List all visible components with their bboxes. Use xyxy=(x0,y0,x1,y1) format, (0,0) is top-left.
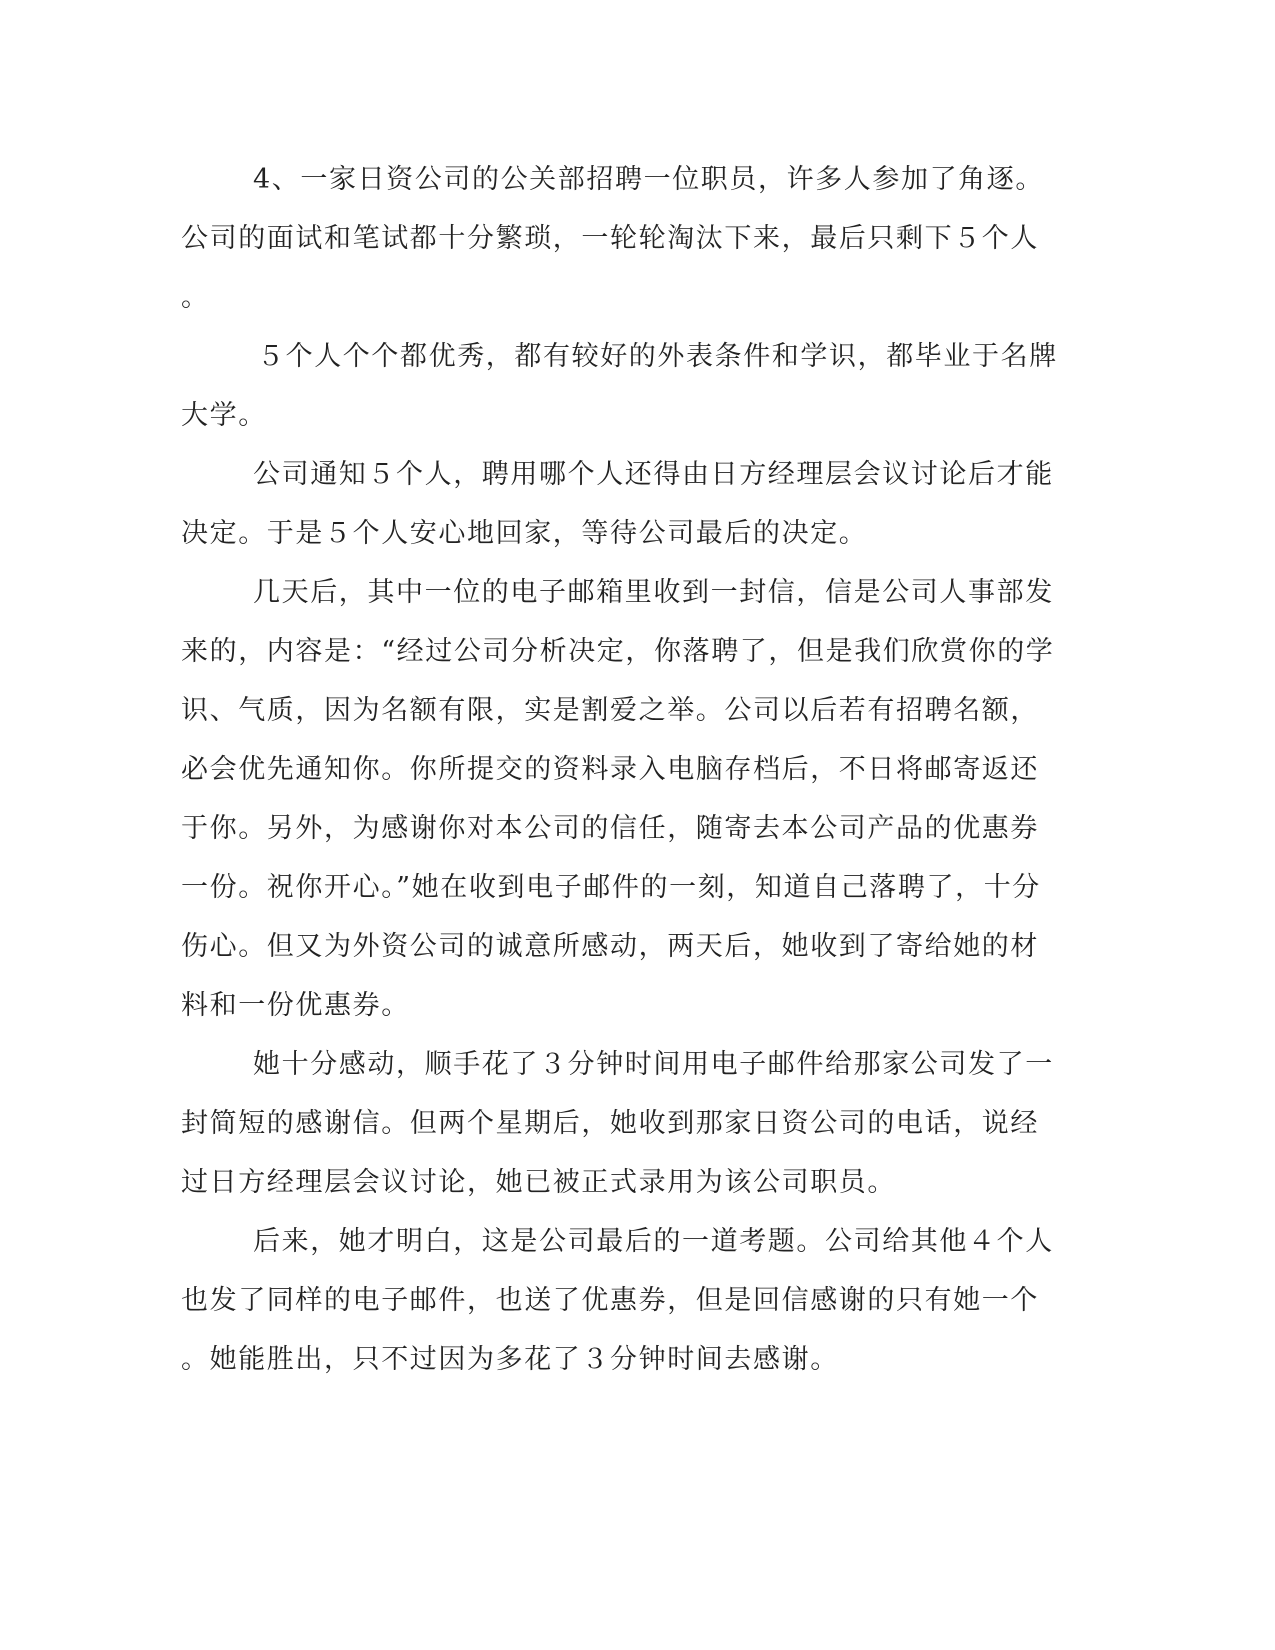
paragraph-line: 大学。 xyxy=(181,400,267,431)
paragraph-line: 料和一份优惠券。 xyxy=(181,990,410,1021)
paragraph-line: 公司的面试和笔试都十分繁琐，一轮轮淘汰下来，最后只剩下５个人 xyxy=(181,223,1039,254)
paragraph-line: 一份。祝你开心。”她在收到电子邮件的一刻，知道自己落聘了，十分 xyxy=(181,872,1041,903)
paragraph-line: 后来，她才明白，这是公司最后的一道考题。公司给其他４个人 xyxy=(253,1226,1054,1257)
paragraph-line: 伤心。但又为外资公司的诚意所感动，两天后，她收到了寄给她的材 xyxy=(181,931,1039,962)
paragraph-line: ５个人个个都优秀，都有较好的外表条件和学识，都毕业于名牌 xyxy=(257,341,1058,372)
paragraph-line: 。 xyxy=(181,282,210,313)
paragraph-line: 也发了同样的电子邮件，也送了优惠券，但是回信感谢的只有她一个 xyxy=(181,1285,1039,1316)
paragraph-line: 封简短的感谢信。但两个星期后，她收到那家日资公司的电话，说经 xyxy=(181,1108,1039,1139)
paragraph-line: 来的，内容是：“经过公司分析决定，你落聘了，但是我们欣赏你的学 xyxy=(181,636,1055,667)
paragraph-line: 于你。另外，为感谢你对本公司的信任，随寄去本公司产品的优惠券 xyxy=(181,813,1039,844)
paragraph-line: 。她能胜出，只不过因为多花了３分钟时间去感谢。 xyxy=(181,1344,839,1375)
paragraph-line: 几天后，其中一位的电子邮箱里收到一封信，信是公司人事部发 xyxy=(253,577,1054,608)
paragraph-line: 4、一家日资公司的公关部招聘一位职员，许多人参加了角逐。 xyxy=(253,164,1044,195)
paragraph-line: 决定。于是５个人安心地回家，等待公司最后的决定。 xyxy=(181,518,868,549)
document-body xyxy=(181,150,1058,1389)
paragraph-line: 公司通知５个人，聘用哪个人还得由日方经理层会议讨论后才能 xyxy=(253,459,1054,490)
paragraph-line: 必会优先通知你。你所提交的资料录入电脑存档后，不日将邮寄返还 xyxy=(181,754,1039,785)
paragraph-line: 她十分感动，顺手花了３分钟时间用电子邮件给那家公司发了一 xyxy=(253,1049,1054,1080)
paragraph-line: 过日方经理层会议讨论，她已被正式录用为该公司职员。 xyxy=(181,1167,896,1198)
paragraph-line: 识、气质，因为名额有限，实是割爱之举。公司以后若有招聘名额， xyxy=(181,695,1039,726)
